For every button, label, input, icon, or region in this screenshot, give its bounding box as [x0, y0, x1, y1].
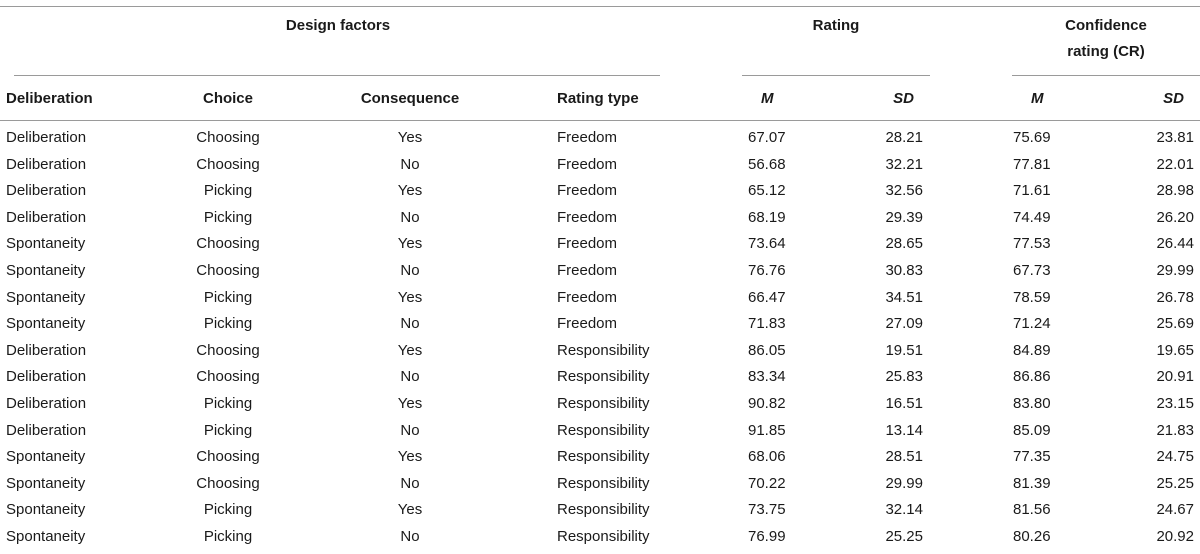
- cell-consequence: Yes: [397, 288, 423, 306]
- table-row: [0, 311, 1200, 337]
- cell-rating-m: 68.19: [748, 208, 786, 226]
- header-bottom-rule: [0, 120, 1200, 121]
- table-row: [0, 418, 1200, 444]
- cell-consequence: Yes: [397, 129, 423, 146]
- header-design-factors: Design factors: [285, 17, 391, 34]
- cell-rating-sd: 28.21: [885, 129, 923, 146]
- cell-cr-m: 67.73: [1013, 262, 1051, 279]
- table-row: [0, 205, 1200, 231]
- cell-deliberation: Spontaneity: [6, 448, 86, 466]
- cell-rating-sd: 13.14: [885, 421, 923, 439]
- cell-consequence: No: [400, 315, 420, 333]
- table-row: [0, 125, 1200, 151]
- cell-deliberation: Spontaneity: [6, 474, 86, 492]
- cell-rating-type: Responsibility: [557, 368, 650, 386]
- cell-rating-m: 68.06: [748, 448, 786, 466]
- cell-rating-type: Freedom: [557, 262, 618, 279]
- cell-rating-type: Responsibility: [557, 474, 650, 492]
- cell-rating-sd: 25.25: [885, 528, 923, 545]
- col-header-deliberation: Deliberation: [6, 90, 93, 107]
- cell-cr-sd: 20.91: [1156, 368, 1194, 386]
- cell-choice: Choosing: [196, 368, 260, 386]
- cell-rating-type: Responsibility: [557, 395, 650, 412]
- cell-rating-type: Responsibility: [557, 501, 650, 519]
- cell-deliberation: Deliberation: [6, 368, 87, 386]
- cell-rating-type: Freedom: [557, 288, 618, 306]
- cell-cr-m: 85.09: [1013, 421, 1051, 439]
- table-row: [0, 338, 1200, 364]
- header-confidence-line1: Confidence: [1065, 17, 1147, 34]
- cell-rating-m: 86.05: [748, 341, 786, 359]
- cell-rating-m: 65.12: [748, 182, 786, 200]
- cell-rating-type: Freedom: [557, 235, 618, 253]
- cell-deliberation: Spontaneity: [6, 235, 86, 253]
- header-rating: Rating: [812, 17, 860, 34]
- cell-choice: Choosing: [196, 474, 260, 492]
- cell-consequence: Yes: [397, 448, 423, 466]
- cell-rating-sd: 19.51: [885, 341, 923, 359]
- cell-choice: Picking: [203, 288, 253, 306]
- cell-deliberation: Deliberation: [6, 155, 87, 173]
- cell-cr-m: 74.49: [1013, 208, 1051, 226]
- rating-rule: [742, 75, 930, 76]
- cell-choice: Picking: [203, 182, 253, 200]
- table-row: [0, 258, 1200, 284]
- table-row: [0, 391, 1200, 417]
- cell-rating-m: 76.99: [748, 528, 786, 545]
- cell-rating-m: 90.82: [748, 395, 786, 412]
- cell-cr-sd: 21.83: [1156, 421, 1194, 439]
- cell-cr-m: 83.80: [1013, 395, 1051, 412]
- cell-deliberation: Spontaneity: [6, 501, 86, 519]
- cell-rating-sd: 28.65: [885, 235, 923, 253]
- cell-consequence: No: [400, 155, 420, 173]
- cell-deliberation: Deliberation: [6, 208, 87, 226]
- cell-deliberation: Deliberation: [6, 182, 87, 200]
- cell-choice: Picking: [203, 315, 253, 333]
- cell-rating-m: 56.68: [748, 155, 786, 173]
- cell-cr-sd: 23.15: [1156, 395, 1194, 412]
- table-row: [0, 444, 1200, 470]
- cell-rating-type: Freedom: [557, 182, 618, 200]
- cell-deliberation: Spontaneity: [6, 288, 86, 306]
- cell-cr-sd: 23.81: [1156, 129, 1194, 146]
- cell-consequence: Yes: [397, 395, 423, 412]
- cell-cr-m: 77.53: [1013, 235, 1051, 253]
- table-row: [0, 285, 1200, 311]
- table-row: [0, 364, 1200, 390]
- design-factors-rule: [14, 75, 660, 76]
- cell-choice: Picking: [203, 528, 253, 545]
- cell-consequence: No: [400, 421, 420, 439]
- cell-rating-sd: 16.51: [885, 395, 923, 412]
- cell-rating-m: 76.76: [748, 262, 786, 279]
- cell-deliberation: Spontaneity: [6, 315, 86, 333]
- cell-cr-sd: 20.92: [1156, 528, 1194, 545]
- col-header-consequence: Consequence: [360, 90, 460, 107]
- table-row: [0, 231, 1200, 257]
- cell-cr-sd: 29.99: [1156, 262, 1194, 279]
- col-header-rating-m: M: [761, 90, 774, 107]
- cell-choice: Picking: [203, 208, 253, 226]
- cell-rating-type: Responsibility: [557, 448, 650, 466]
- cell-choice: Choosing: [196, 235, 260, 253]
- cell-rating-sd: 27.09: [885, 315, 923, 333]
- cell-rating-sd: 29.39: [885, 208, 923, 226]
- cell-cr-m: 80.26: [1013, 528, 1051, 545]
- cell-cr-m: 78.59: [1013, 288, 1051, 306]
- cell-deliberation: Spontaneity: [6, 528, 86, 545]
- cell-cr-sd: 26.44: [1156, 235, 1194, 253]
- cell-rating-type: Freedom: [557, 129, 618, 146]
- cell-consequence: Yes: [397, 341, 423, 359]
- cell-rating-m: 73.64: [748, 235, 786, 253]
- cell-rating-sd: 30.83: [885, 262, 923, 279]
- cell-rating-m: 66.47: [748, 288, 786, 306]
- cell-rating-sd: 29.99: [885, 474, 923, 492]
- cell-rating-m: 71.83: [748, 315, 786, 333]
- cell-cr-m: 75.69: [1013, 129, 1051, 146]
- cell-choice: Choosing: [196, 129, 260, 146]
- cell-consequence: Yes: [397, 501, 423, 519]
- cell-cr-m: 81.39: [1013, 474, 1051, 492]
- col-header-cr-sd: SD: [1163, 90, 1184, 107]
- cell-rating-sd: 32.21: [885, 155, 923, 173]
- cell-cr-m: 71.24: [1013, 315, 1051, 333]
- cell-cr-sd: 25.69: [1156, 315, 1194, 333]
- cell-rating-type: Responsibility: [557, 421, 650, 439]
- table-row: [0, 497, 1200, 523]
- col-header-choice: Choice: [202, 90, 253, 107]
- cell-cr-m: 86.86: [1013, 368, 1051, 386]
- cell-choice: Picking: [203, 421, 253, 439]
- cell-cr-sd: 25.25: [1156, 474, 1194, 492]
- cell-rating-m: 83.34: [748, 368, 786, 386]
- cell-choice: Choosing: [196, 155, 260, 173]
- cell-rating-m: 67.07: [748, 129, 786, 146]
- cell-rating-type: Freedom: [557, 208, 618, 226]
- cell-cr-sd: 28.98: [1156, 182, 1194, 200]
- cell-rating-type: Freedom: [557, 155, 618, 173]
- cell-choice: Picking: [203, 395, 253, 412]
- cell-deliberation: Spontaneity: [6, 262, 86, 279]
- cell-rating-sd: 32.14: [885, 501, 923, 519]
- cell-rating-m: 73.75: [748, 501, 786, 519]
- cell-rating-m: 70.22: [748, 474, 786, 492]
- cell-cr-m: 84.89: [1013, 341, 1051, 359]
- confidence-rule: [1012, 75, 1200, 76]
- cell-choice: Choosing: [196, 262, 260, 279]
- cell-rating-type: Freedom: [557, 315, 618, 333]
- cell-cr-m: 77.35: [1013, 448, 1051, 466]
- cell-deliberation: Deliberation: [6, 421, 87, 439]
- cell-cr-sd: 24.75: [1156, 448, 1194, 466]
- cell-rating-type: Responsibility: [557, 341, 650, 359]
- cell-rating-sd: 25.83: [885, 368, 923, 386]
- cell-consequence: No: [400, 528, 420, 545]
- cell-cr-sd: 24.67: [1156, 501, 1194, 519]
- cell-cr-sd: 26.20: [1156, 208, 1194, 226]
- cell-cr-sd: 19.65: [1156, 341, 1194, 359]
- table-row: [0, 524, 1200, 550]
- col-header-rating-type: Rating type: [557, 90, 639, 107]
- cell-cr-sd: 26.78: [1156, 288, 1194, 306]
- cell-deliberation: Deliberation: [6, 129, 87, 146]
- header-confidence-line2: rating (CR): [1067, 43, 1145, 60]
- col-header-rating-sd: SD: [893, 90, 914, 107]
- cell-choice: Choosing: [196, 448, 260, 466]
- cell-rating-sd: 34.51: [885, 288, 923, 306]
- cell-deliberation: Deliberation: [6, 395, 87, 412]
- cell-deliberation: Deliberation: [6, 341, 87, 359]
- col-header-cr-m: M: [1031, 90, 1044, 107]
- cell-choice: Choosing: [196, 341, 260, 359]
- cell-choice: Picking: [203, 501, 253, 519]
- top-rule: [0, 6, 1200, 7]
- cell-cr-m: 77.81: [1013, 155, 1051, 173]
- table-row: [0, 471, 1200, 497]
- cell-consequence: No: [400, 474, 420, 492]
- cell-rating-m: 91.85: [748, 421, 786, 439]
- cell-rating-sd: 32.56: [885, 182, 923, 200]
- table-row: [0, 152, 1200, 178]
- table-row: [0, 178, 1200, 204]
- cell-consequence: Yes: [397, 182, 423, 200]
- cell-rating-type: Responsibility: [557, 528, 650, 545]
- cell-cr-m: 71.61: [1013, 182, 1051, 200]
- cell-consequence: Yes: [397, 235, 423, 253]
- cell-consequence: No: [400, 208, 420, 226]
- cell-consequence: No: [400, 368, 420, 386]
- cell-cr-m: 81.56: [1013, 501, 1051, 519]
- cell-rating-sd: 28.51: [885, 448, 923, 466]
- cell-cr-sd: 22.01: [1156, 155, 1194, 173]
- cell-consequence: No: [400, 262, 420, 279]
